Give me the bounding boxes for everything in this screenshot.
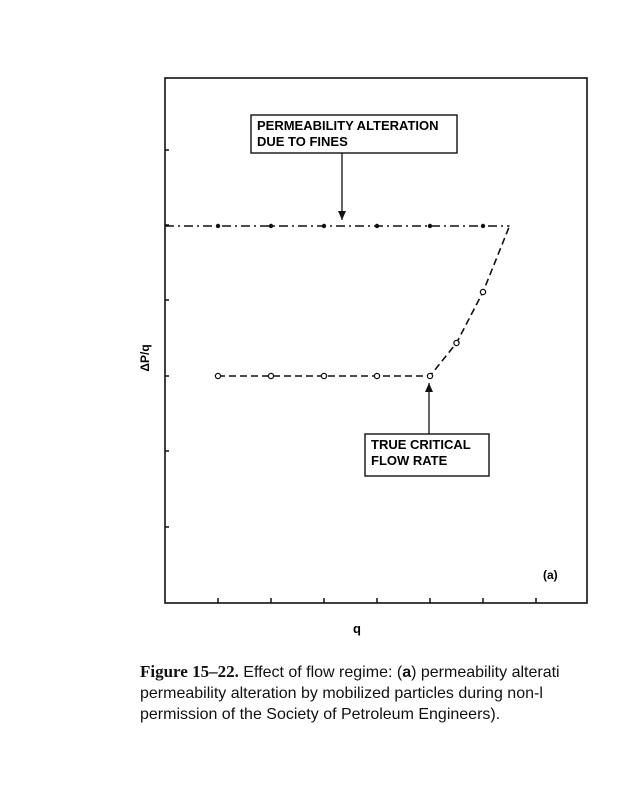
data-point-filled — [322, 224, 326, 228]
data-point-open — [427, 373, 432, 378]
caption-line-3: permission of the Society of Petroleum Engineers). — [140, 706, 501, 723]
data-point-open — [268, 373, 273, 378]
caption-text-1a: Effect of flow regime: ( — [238, 664, 403, 681]
data-point-open — [454, 340, 459, 345]
data-point-filled — [481, 224, 485, 228]
caption-line-1 — [140, 661, 641, 683]
y-axis-label: ΔP/q — [138, 344, 152, 372]
series-layer — [165, 224, 510, 379]
annotation-text: TRUE CRITICAL — [371, 437, 471, 452]
annotation-text: FLOW RATE — [371, 453, 448, 468]
plot-frame — [165, 78, 587, 603]
data-point-filled — [269, 224, 273, 228]
data-point-open — [321, 373, 326, 378]
data-point-open — [215, 373, 220, 378]
caption-text-1c: ) permeability alterati — [411, 664, 560, 681]
annotation-text: PERMEABILITY ALTERATION — [257, 118, 439, 133]
annotation-layer — [251, 115, 489, 476]
arrowhead — [338, 211, 346, 220]
caption-text-1b: a — [402, 664, 412, 681]
arrowhead — [425, 383, 433, 392]
caption-line-2: permeability alteration by mobilized particles during non-l — [140, 685, 543, 702]
caption-figure-label: Figure 15–22. — [140, 662, 239, 681]
figure-caption — [140, 661, 641, 725]
data-point-filled — [428, 224, 432, 228]
plot-border — [165, 78, 587, 603]
panel-label: (a) — [543, 568, 558, 582]
data-point-filled — [216, 224, 220, 228]
data-point-open — [374, 373, 379, 378]
data-point-open — [480, 289, 485, 294]
series-line-2 — [218, 226, 510, 376]
data-point-filled — [375, 224, 379, 228]
annotation-text: DUE TO FINES — [257, 134, 348, 149]
x-axis-label: q — [353, 621, 361, 636]
